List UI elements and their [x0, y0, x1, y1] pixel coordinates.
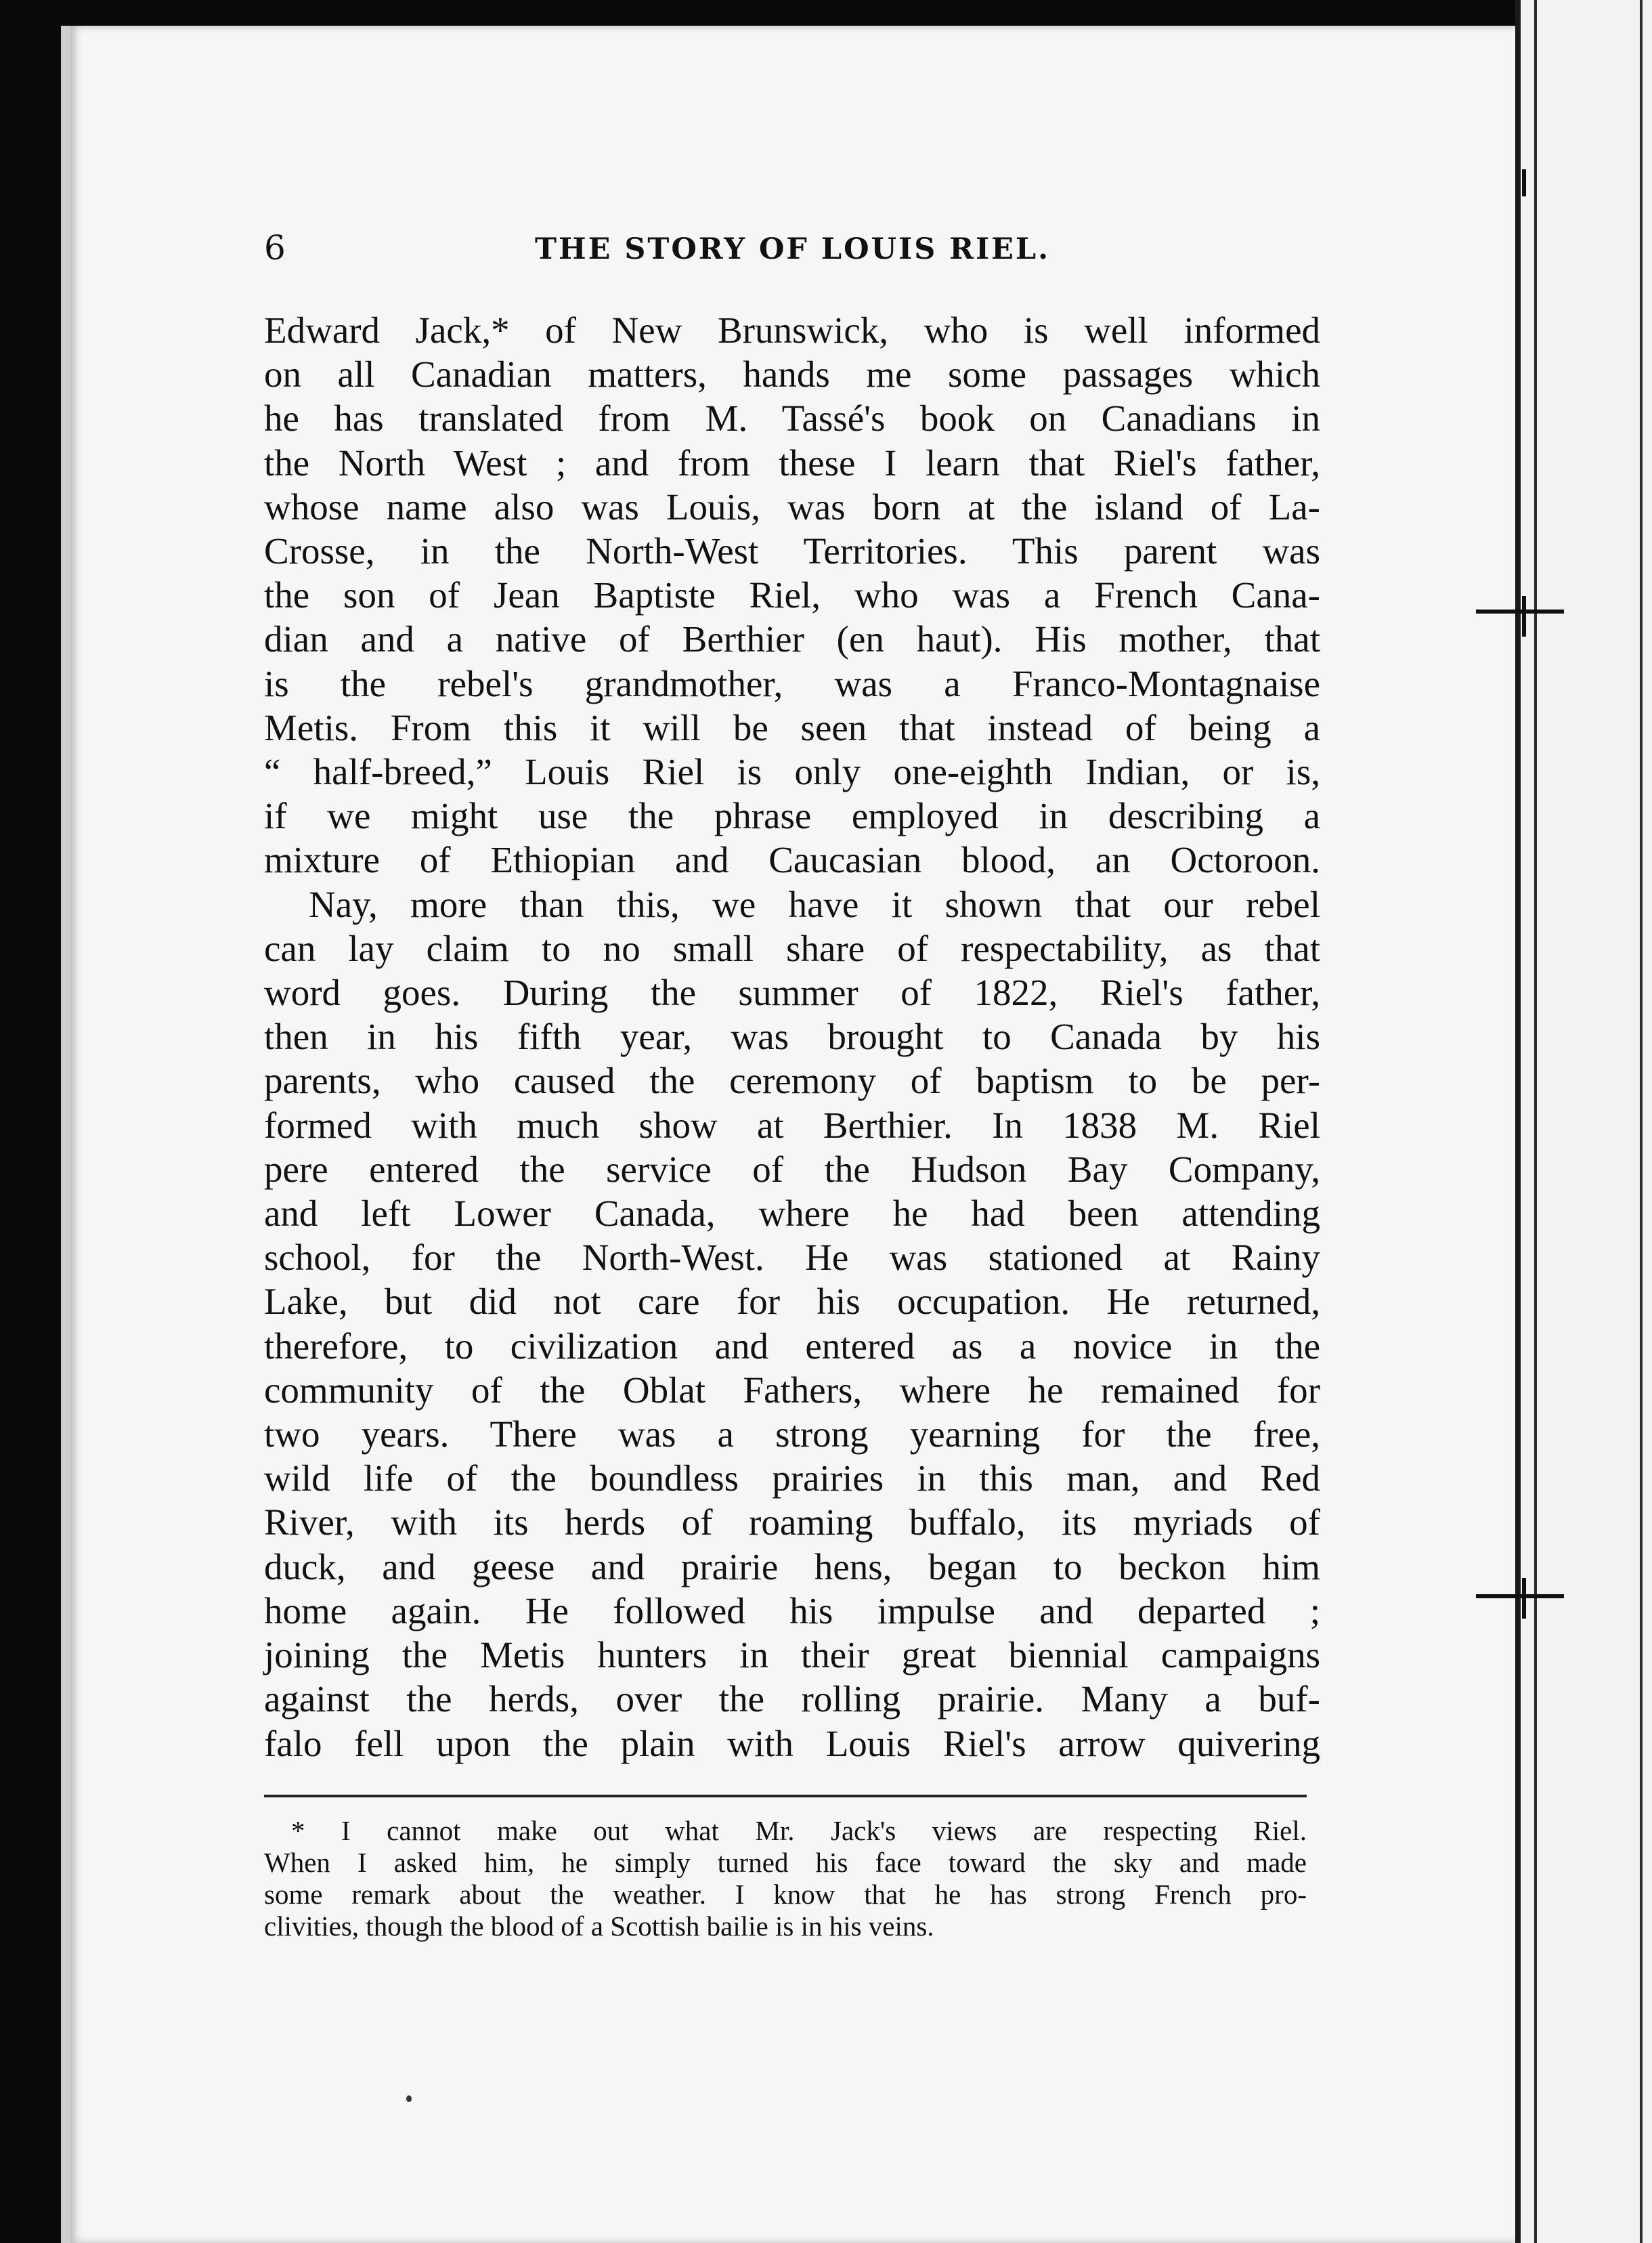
- text-line: “ half-breed,” Louis Riel is only one-eighth Indian, or is,: [264, 751, 1320, 793]
- text-line: two years. There was a strong yearning for the free,: [264, 1413, 1320, 1455]
- footnote-line: * I cannot make out what Mr. Jack's views are respecting Riel.: [291, 1815, 1307, 1846]
- text-line: against the herds, over the rolling prairie. Many a buf-: [264, 1678, 1320, 1720]
- text-line: on all Canadian matters, hands me some passages which: [264, 354, 1320, 396]
- text-line: Nay, more than this, we have it shown that our rebel: [309, 883, 1320, 925]
- text-line: parents, who caused the ceremony of baptism to be per-: [264, 1060, 1320, 1102]
- text-line: community of the Oblat Fathers, where he remained for: [264, 1369, 1320, 1411]
- adjacent-page-edge: [1515, 0, 1652, 2243]
- binding-mark: [1522, 169, 1526, 196]
- binding-mark: [1476, 610, 1564, 614]
- text-line: home again. He followed his impulse and departed ;: [264, 1589, 1320, 1631]
- footnote-line: some remark about the weather. I know that he has strong French pro-: [264, 1879, 1307, 1910]
- binding-mark: [1522, 596, 1526, 637]
- footnote-line: When I asked him, he simply turned his face toward the sky and made: [264, 1847, 1307, 1878]
- binding-mark: [1476, 1594, 1564, 1598]
- footnote: [264, 1815, 1307, 1942]
- page-number: 6: [264, 228, 286, 268]
- text-line: school, for the North-West. He was stationed at Rainy: [264, 1237, 1320, 1279]
- text-line: Edward Jack,* of New Brunswick, who is well informed: [264, 309, 1320, 351]
- text-line: the son of Jean Baptiste Riel, who was a French Cana-: [264, 574, 1320, 616]
- text-line: mixture of Ethiopian and Caucasian blood, an Octoroon.: [264, 839, 1320, 881]
- text-line: Metis. From this it will be seen that instead of being a: [264, 706, 1320, 748]
- text-line: pere entered the service of the Hudson Bay Company,: [264, 1148, 1320, 1190]
- text-line: the North West ; and from these I learn that Riel's father,: [264, 442, 1320, 484]
- body-text: [264, 308, 1320, 1766]
- text-line: then in his fifth year, was brought to Canada by his: [264, 1016, 1320, 1058]
- text-line: falo fell upon the plain with Louis Riel's arrow quivering: [264, 1722, 1320, 1764]
- text-line: dian and a native of Berthier (en haut). His mother, that: [264, 618, 1320, 660]
- scan-speck: [406, 2095, 412, 2102]
- text-line: is the rebel's grandmother, was a Franco-Montagnaise: [264, 662, 1320, 704]
- text-line: formed with much show at Berthier. In 1838 M. Riel: [264, 1104, 1320, 1146]
- text-line: therefore, to civilization and entered as a novice in the: [264, 1325, 1320, 1367]
- text-line: joining the Metis hunters in their great biennial campaigns: [264, 1634, 1320, 1676]
- text-line: if we might use the phrase employed in describing a: [264, 795, 1320, 837]
- footnote-rule: [264, 1795, 1307, 1797]
- text-line: duck, and geese and prairie hens, began to beckon him: [264, 1545, 1320, 1587]
- text-line: wild life of the boundless prairies in this man, and Red: [264, 1457, 1320, 1499]
- text-line: can lay claim to no small share of respectability, as that: [264, 927, 1320, 969]
- footnote-line: clivities, though the blood of a Scottish bailie is in his veins.: [264, 1910, 934, 1942]
- running-head: THE STORY OF LOUIS RIEL.: [535, 232, 1051, 266]
- text-line: Lake, but did not care for his occupation. He returned,: [264, 1281, 1320, 1323]
- text-line: he has translated from M. Tassé's book on Canadians in: [264, 398, 1320, 440]
- page-header: [264, 228, 1334, 282]
- text-line: whose name also was Louis, was born at the island of La-: [264, 486, 1320, 528]
- text-line: and left Lower Canada, where he had been attending: [264, 1193, 1320, 1235]
- text-line: word goes. During the summer of 1822, Riel's father,: [264, 972, 1320, 1014]
- binding-mark: [1522, 1578, 1526, 1619]
- text-line: Crosse, in the North-West Territories. This parent was: [264, 530, 1320, 572]
- text-line: River, with its herds of roaming buffalo, its myriads of: [264, 1501, 1320, 1543]
